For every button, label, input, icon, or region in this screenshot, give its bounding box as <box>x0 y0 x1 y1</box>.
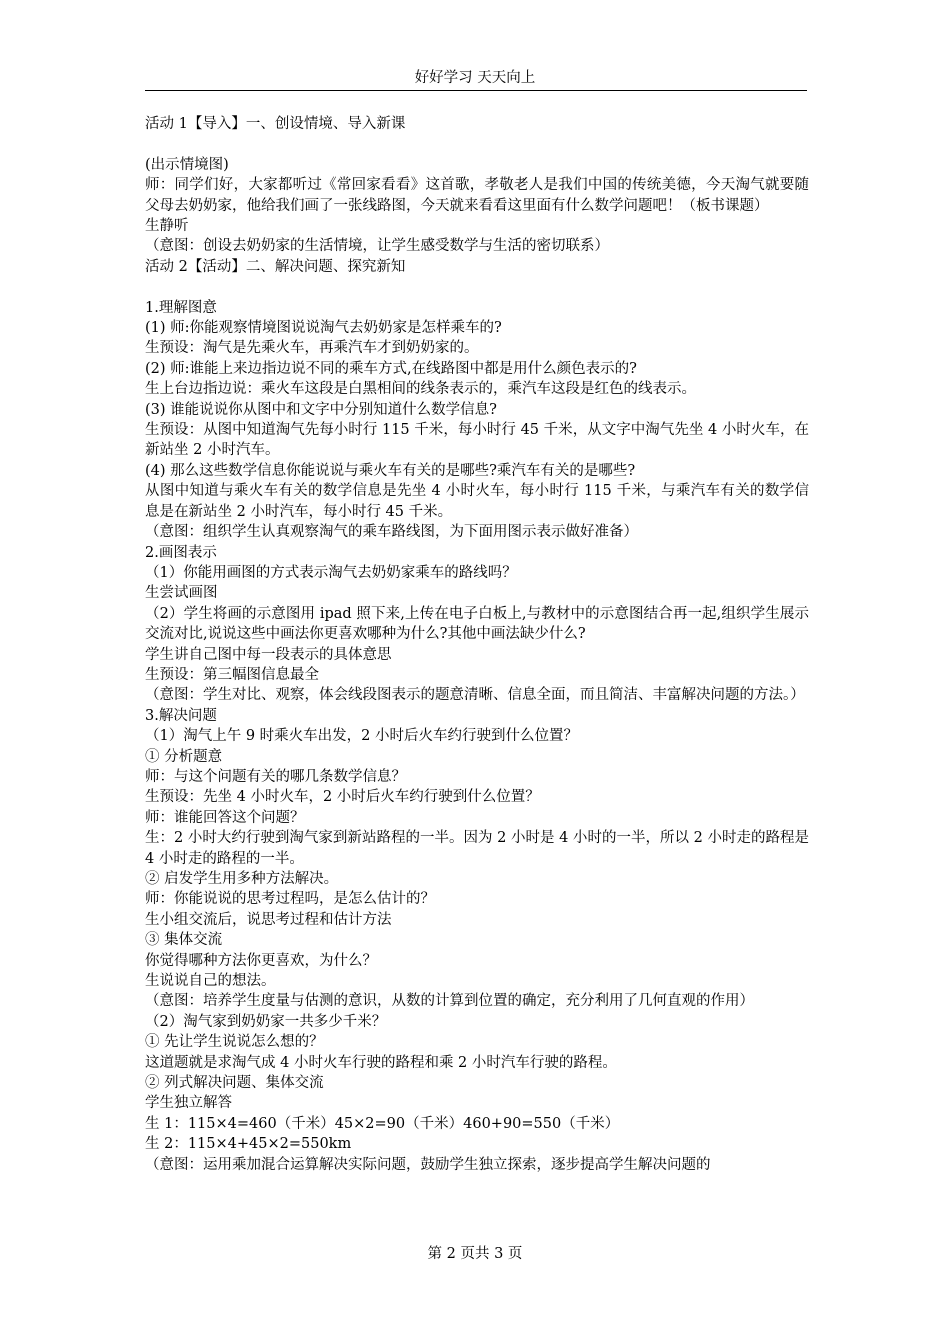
paragraph: 你觉得哪种方法你更喜欢，为什么？ <box>145 952 377 969</box>
section-heading: 1.理解图意 <box>145 299 217 316</box>
paragraph: （意图：组织学生认真观察淘气的乘车路线图，为下面用图示表示做好准备） <box>145 524 638 541</box>
paragraph: (出示情境图) <box>145 156 229 173</box>
paragraph: （意图：运用乘加混合运算解决实际问题，鼓励学生独立探索，逐步提高学生解决问题的 <box>145 1156 711 1173</box>
paragraph: ② 列式解决问题、集体交流 <box>145 1075 324 1092</box>
page-header: 好好学习 天天向上 <box>414 70 536 86</box>
paragraph: 生上台边指边说：乘火车这段是白黑相间的线条表示的，乘汽车这段是红色的线表示。 <box>145 381 696 398</box>
blank-line <box>145 277 809 297</box>
paragraph: 从图中知道与乘火车有关的数学信息是先坐 4 小时火车，每小时行 115 千米，与乘汽车有关的数学信息是在新站坐 2 小时汽车，每小时行 45 千米。 <box>145 483 809 520</box>
paragraph: 活动 2【活动】二、解决问题、探究新知 <box>145 258 406 275</box>
paragraph: 生预设：淘气是先乘火车，再乘汽车才到奶奶家的。 <box>145 340 479 357</box>
paragraph: 这道题就是求淘气成 4 小时火车行驶的路程和乘 2 小时汽车行驶的路程。 <box>145 1054 617 1071</box>
paragraph: 生预设：从图中知道淘气先每小时行 115 千米，每小时行 45 千米，从文字中淘气先坐 4 小时火车，在新站坐 2 小时汽车。 <box>145 422 809 459</box>
paragraph: ① 分析题意 <box>145 748 223 765</box>
paragraph: 生尝试画图 <box>145 585 218 602</box>
paragraph: 生预设：先坐 4 小时火车，2 小时后火车约行驶到什么位置？ <box>145 789 540 806</box>
document-body <box>145 114 809 1175</box>
page-number: 第 2 页共 3 页 <box>427 1246 523 1262</box>
paragraph: (2) 师:谁能上来边指边说不同的乘车方式,在线路图中都是用什么颜色表示的? <box>145 360 637 377</box>
paragraph: 师：与这个问题有关的哪几条数学信息？ <box>145 768 406 785</box>
paragraph: （意图：培养学生度量与估测的意识，从数的计算到位置的确定，充分利用了几何直观的作用） <box>145 993 754 1010</box>
paragraph: 生小组交流后，说思考过程和估计方法 <box>145 911 392 928</box>
paragraph: 师：谁能回答这个问题？ <box>145 809 305 826</box>
paragraph: (4) 那么这些数学信息你能说说与乘火车有关的是哪些?乘汽车有关的是哪些? <box>145 462 636 479</box>
paragraph: 师：你能说说的思考过程吗，是怎么估计的？ <box>145 891 435 908</box>
paragraph: （2）学生将画的示意图用 ipad 照下来,上传在电子白板上,与教材中的示意图结合再一起,组织学生展示交流对比,说说这些中画法你更喜欢哪种为什么?其他中画法缺少什么? <box>145 605 809 643</box>
paragraph: （1）淘气上午 9 时乘火车出发，2 小时后火车约行驶到什么位置？ <box>145 728 579 745</box>
paragraph: ② 启发学生用多种方法解决。 <box>145 871 339 887</box>
paragraph: 生 2：115×4+45×2=550km <box>145 1136 352 1153</box>
paragraph: 学生独立解答 <box>145 1095 232 1112</box>
paragraph: （2）淘气家到奶奶家一共多少千米？ <box>145 1013 387 1030</box>
paragraph: 生 1：115×4=460（千米）45×2=90（千米）460+90=550（千米） <box>145 1115 620 1132</box>
paragraph: （意图：学生对比、观察，体会线段图表示的题意清晰、信息全面，而且简洁、丰富解决问题的方法。） <box>145 687 805 704</box>
paragraph: （意图：创设去奶奶家的生活情境，让学生感受数学与生活的密切联系） <box>145 238 609 255</box>
paragraph: (1) 师:你能观察情境图说说淘气去奶奶家是怎样乘车的? <box>145 320 502 337</box>
paragraph: ③ 集体交流 <box>145 932 223 949</box>
section-heading: 2.画图表示 <box>145 544 217 561</box>
blank-line <box>145 134 809 154</box>
paragraph: ① 先让学生说说怎么想的？ <box>145 1034 324 1051</box>
paragraph: 生预设：第三幅图信息最全 <box>145 666 319 683</box>
paragraph: 学生讲自己图中每一段表示的具体意思 <box>145 646 392 663</box>
paragraph: 生静听 <box>145 218 189 235</box>
paragraph: 活动 1【导入】一、创设情境、导入新课 <box>145 116 406 132</box>
header-divider <box>145 90 807 91</box>
paragraph: （1）你能用画图的方式表示淘气去奶奶家乘车的路线吗？ <box>145 564 517 581</box>
section-heading: 3.解决问题 <box>145 707 217 724</box>
paragraph: 生：2 小时大约行驶到淘气家到新站路程的一半。因为 2 小时是 4 小时的一半，所以 2 小时走的路程是 4 小时走的路程的一半。 <box>145 830 809 867</box>
paragraph: 生说说自己的想法。 <box>145 973 276 990</box>
paragraph: (3) 谁能说说你从图中和文字中分别知道什么数学信息? <box>145 401 497 418</box>
paragraph: 师：同学们好，大家都听过《常回家看看》这首歌，孝敬老人是我们中国的传统美德，今天淘气就要随父母去奶奶家，他给我们画了一张线路图，今天就来看看这里面有什么数学问题吧！（板书课题） <box>145 177 809 214</box>
